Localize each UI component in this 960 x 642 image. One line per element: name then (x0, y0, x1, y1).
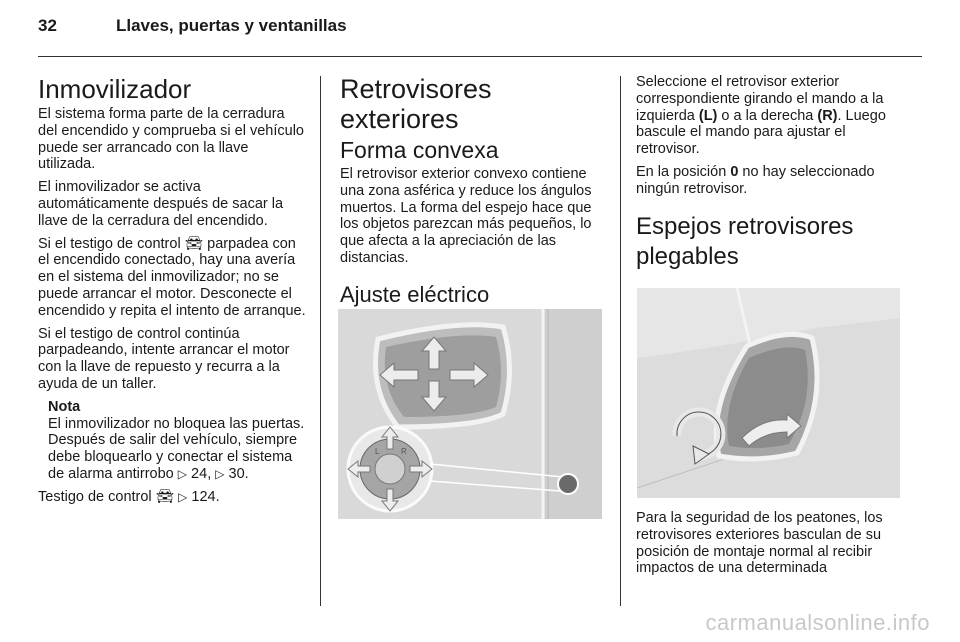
note-title: Nota (48, 398, 81, 415)
column-immobilizer (38, 74, 306, 512)
text: Testigo de control (38, 488, 156, 505)
section-heading-plegables: Espejos retrovisores plegables (636, 212, 854, 270)
position-zero: 0 (730, 163, 739, 180)
watermark: carmanualsonline.info (705, 610, 930, 635)
section-heading-inmovilizador: Inmovilizador (38, 74, 192, 104)
text: Seleccione el retrovisor exterior correspondiente girando el mando a la izquierda (636, 74, 884, 124)
paragraph: El retrovisor exterior convexo contiene una zona asférica y reduce los ángulos muertos. La forma del espejo hace que los objetos parezcan más pequeños, lo que afecta a la apreciación de las distancias. (340, 166, 592, 266)
page-ref[interactable]: 24 (191, 465, 208, 482)
column-mirrors (340, 74, 605, 317)
paragraph: El inmovilizador se activa automáticamente después de sacar la llave de la cerradura del encendido. (38, 179, 284, 229)
label-L: L (375, 447, 380, 456)
text: Si el testigo de control (38, 235, 185, 252)
left-label: (L) (698, 107, 718, 124)
paragraph: Para la seguridad de los peatones, los retrovisores exteriores basculan de su posición de montaje normal al recibir impactos de una determinada (636, 510, 883, 577)
subheading-ajuste-electrico: Ajuste eléctrico (340, 281, 490, 307)
page-ref[interactable]: 30 (228, 465, 245, 482)
folding-mirror-illustration (637, 288, 900, 498)
page-ref[interactable]: 124 (191, 488, 216, 505)
header-rule (38, 56, 922, 57)
paragraph (636, 74, 904, 158)
text: parpadea con el encendido conectado, hay una avería en el sistema del inmovilizador; no se puede arrancar el motor. Desconecte el encendido y repita el intento de arranque. (38, 235, 306, 319)
immobilizer-warning-icon: 🚘︎ (155, 488, 175, 505)
column-mirror-selection (636, 74, 904, 274)
right-label: (R) (817, 107, 838, 124)
column-divider-1 (320, 76, 321, 606)
text: no hay seleccionado ningún retrovisor. (636, 163, 875, 197)
section-heading-retrovisores: Retrovisores exteriores (340, 74, 492, 134)
paragraph (636, 164, 904, 198)
note-text: El inmovilizador no bloquea las puertas. Después de salir del vehículo, siempre debe bloquearlo y conectar el sistema de alarma antirrobo (48, 415, 305, 482)
text: o a la derecha (717, 107, 818, 124)
page-reference-arrow-icon: ▷ (177, 466, 188, 481)
paragraph (38, 236, 306, 320)
mirror-adjustment-illustration (338, 309, 602, 519)
chapter-title: Llaves, puertas y ventanillas (116, 16, 347, 35)
column-mirror-safety (636, 510, 904, 583)
page-header (38, 16, 347, 36)
column-divider-2 (620, 76, 621, 606)
note-box: Nota El inmovilizador no bloquea las puertas. Después de salir del vehículo, siempre debe bloquearlo y conectar el sistema de alarma antirrobo ▷ 24, ▷ 30. (48, 398, 305, 482)
paragraph: El sistema forma parte de la cerradura del encendido y comprueba si el vehículo puede ser arrancado con la llave utilizada. (38, 106, 304, 173)
text: . Luego bascule el mando para ajustar el retrovisor. (636, 107, 886, 158)
paragraph: Si el testigo de control continúa parpadeando, intente arrancar el motor con la llave de repuesto y recurra a la ayuda de un taller. (38, 325, 290, 392)
page-number: 32 (38, 16, 57, 35)
page-reference-arrow-icon: ▷ (178, 489, 188, 504)
paragraph: Testigo de control 🚘︎ ▷ 124. (38, 488, 220, 505)
label-R: R (401, 447, 407, 456)
immobilizer-warning-icon: 🚘︎ (184, 235, 204, 252)
subheading-forma-convexa: Forma convexa (340, 137, 499, 163)
page-reference-arrow-icon: ▷ (215, 466, 225, 481)
text: En la posición (636, 163, 731, 180)
